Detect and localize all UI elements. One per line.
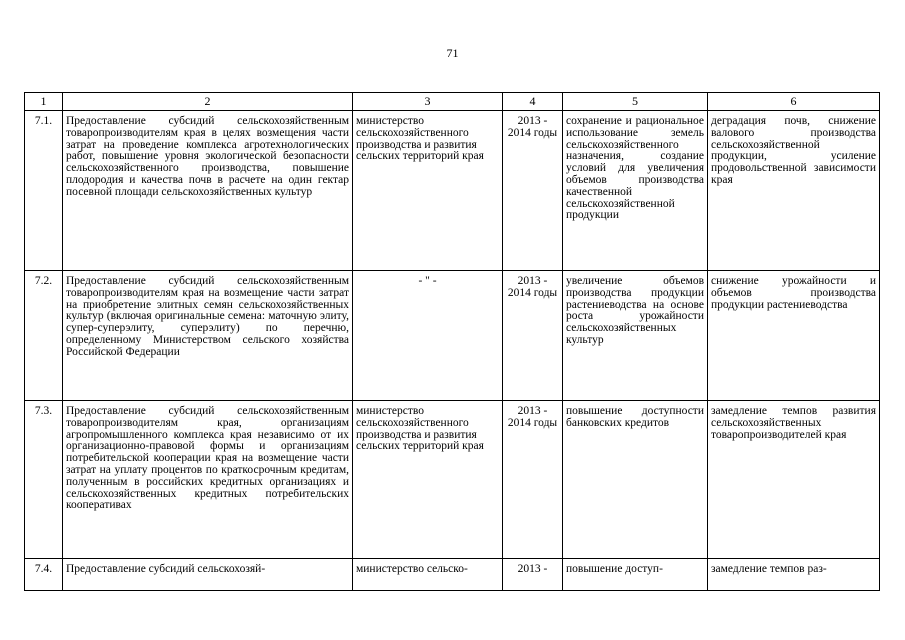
- page-number: 71: [446, 46, 459, 60]
- measure-cell: Предоставление субсидий сельскохозяйственным товаропроизводителям края на возмещение части затрат на приобретение элитных семян сельскохозяйственных культур (включая оригинальные семена: маточную элиту, супер-суперэлиту, суперэлиту) по перечню, определенному Министерством сельского хозяйства Российской Федерации: [63, 271, 353, 401]
- column-header-6: 6: [708, 93, 880, 111]
- consequence-cell: замедление темпов раз-: [708, 559, 880, 591]
- table-row: [25, 559, 880, 591]
- row-number: 7.1.: [25, 111, 63, 271]
- measures-table: [24, 92, 880, 591]
- consequence-cell: деградация почв, снижение валового производства сельскохозяйственной продукции, усиление продовольственной зависимости края: [708, 111, 880, 271]
- table-row: [25, 271, 880, 401]
- table-row: [25, 111, 880, 271]
- period-cell: 2013 - 2014 годы: [503, 111, 563, 271]
- measure-cell: Предоставление субсидий сельскохозяйственным товаропроизводителям края в целях возмещения части затрат на проведение комплекса агротехнологических работ, повышение уровня экологической безопасности сельскохозяйственного производства, повышение плодородия и качества почв в расчете на один гектар посевной площади сельскохозяйственных культур: [63, 111, 353, 271]
- row-number: 7.4.: [25, 559, 63, 591]
- result-cell: сохранение и рациональное использование земель сельскохозяйственного назначения, создание условий для увеличения объемов производства качественной сельскохозяйственной продукции: [563, 111, 708, 271]
- executor-cell: министерство сельскохозяйственного производства и развития сельских территорий края: [353, 111, 503, 271]
- measure-cell: Предоставление субсидий сельскохозяйственным товаропроизводителям края, организациям агропромышленного комплекса края независимо от их организационно-правовой формы и организациям потребительской кооперации края на возмещение части затрат на уплату процентов по краткосрочным кредитам, полученным в российских кредитных организациях и сельскохозяйственных кредитных потребительских кооперативах: [63, 401, 353, 559]
- period-cell: 2013 - 2014 годы: [503, 271, 563, 401]
- result-cell: увеличение объемов производства продукции растениеводства на основе роста урожайности сельскохозяйственных культур: [563, 271, 708, 401]
- result-cell: повышение доступ-: [563, 559, 708, 591]
- executor-cell: - " -: [353, 271, 503, 401]
- column-header-5: 5: [563, 93, 708, 111]
- column-header-1: 1: [25, 93, 63, 111]
- table-header-row: [25, 93, 880, 111]
- consequence-cell: замедление темпов развития сельскохозяйственных товаропроизводителей края: [708, 401, 880, 559]
- column-header-3: 3: [353, 93, 503, 111]
- result-cell: повышение доступности банковских кредитов: [563, 401, 708, 559]
- period-cell: 2013 - 2014 годы: [503, 401, 563, 559]
- row-number: 7.2.: [25, 271, 63, 401]
- period-cell: 2013 -: [503, 559, 563, 591]
- executor-cell: министерство сельско-: [353, 559, 503, 591]
- executor-cell: министерство сельскохозяйственного производства и развития сельских территорий края: [353, 401, 503, 559]
- column-header-2: 2: [63, 93, 353, 111]
- measure-cell: Предоставление субсидий сельскохозяй-: [63, 559, 353, 591]
- table-row: [25, 401, 880, 559]
- row-number: 7.3.: [25, 401, 63, 559]
- column-header-4: 4: [503, 93, 563, 111]
- consequence-cell: снижение урожайности и объемов производства продукции растениеводства: [708, 271, 880, 401]
